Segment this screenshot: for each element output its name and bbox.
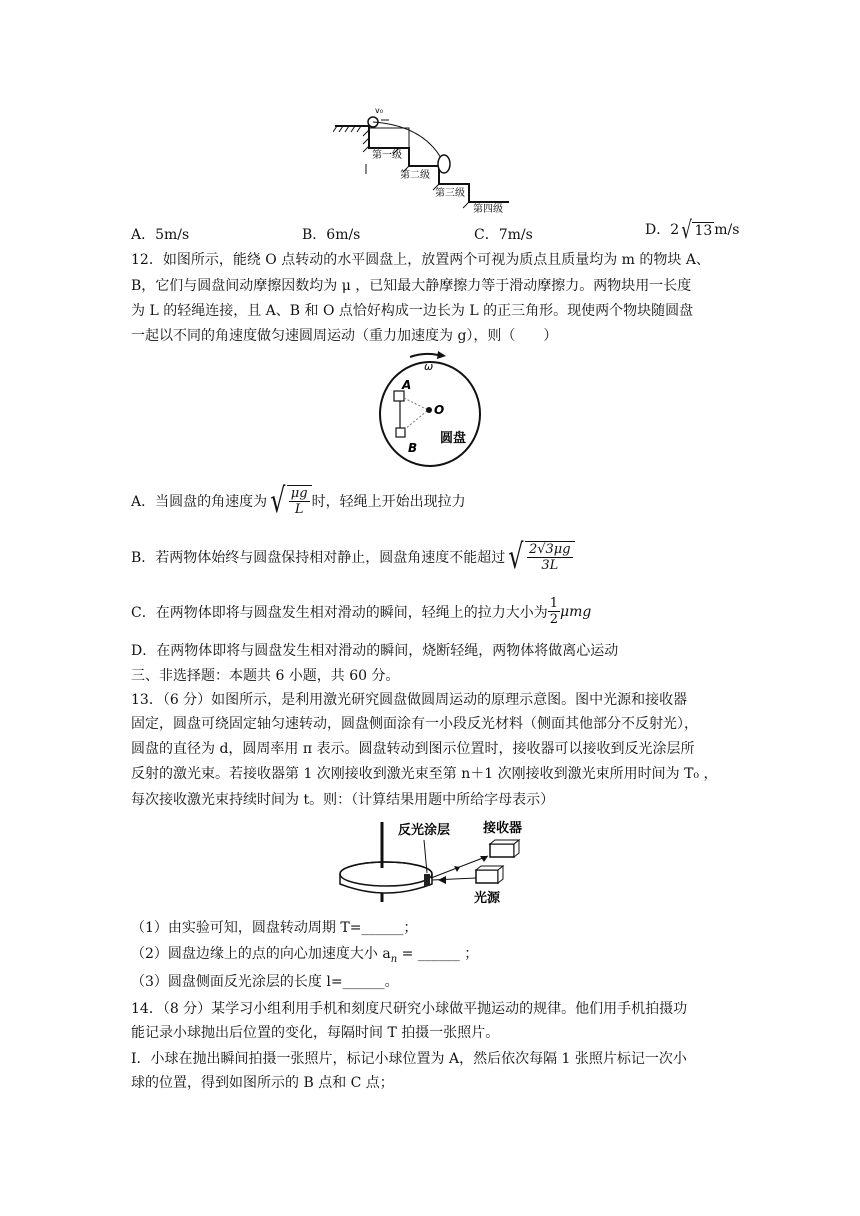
q11-option-b: B．6m/s [302,227,361,243]
stairs-step3-label: 第三级 [435,188,465,199]
q14-line-1: 14．（8 分）某学习小组利用手机和刻度尺研究小球做平抛运动的规律。他们用手机拍摄功 [131,1001,688,1017]
q12-b-num: 2√3μg [528,542,571,557]
q11-option-d [645,218,739,242]
q13-line-5: 每次接收激光束持续时间为 t。则：（计算结果用题中所给字母表示） [131,792,555,808]
q13-sub-2-sub: n [390,953,398,965]
section-3-heading: 三、非选择题：本题共 6 小题，共 60 分。 [131,668,400,684]
q12-a-post: 时，轻绳上开始出现拉力 [311,494,466,510]
q13-sub-2 [131,944,478,970]
q14-line-4: 球的位置，得到如图所示的 B 点和 C 点； [131,1075,394,1091]
q12-c-pre: C．在两物体即将与圆盘发生相对滑动的瞬间，轻绳上的拉力大小为 [131,604,548,621]
laser-receiver-label: 接收器 [483,821,523,836]
stairs-v0-label: v₀ [375,106,383,115]
q14-line-3: Ⅰ．小球在抛出瞬间拍摄一张照片，标记小球位置为 A，然后依次每隔 1 张照片标记一次小 [131,1051,687,1067]
q12-c-post: μmg [560,603,592,620]
q13-sub-3: （3）圆盘侧面反光涂层的长度 l=______。 [131,974,399,990]
laser-source-label: 光源 [474,891,501,906]
laser-disk-figure [328,818,538,906]
disk-figure [372,350,492,468]
q12-stem-3: 为 L 的轻绳连接，且 A、B 和 O 点恰好构成一边长为 L 的正三角形。现使两个物块随圆盘 [131,303,694,319]
q13-sub-2-pre: （2）圆盘边缘上的点的向心加速度大小 a [131,946,391,962]
q12-a-pre: A．当圆盘的角速度为 [131,494,268,510]
q12-a-num: μg [290,486,308,501]
q13-line-2: 固定，圆盘可绕固定轴匀速转动，圆盘侧面涂有一小段反光材料（侧面其他部分不反射光）， [131,716,698,732]
q12-b-den: 3L [541,558,559,573]
stairs-step1-label: 第一级 [372,150,402,161]
q12-option-b [131,537,575,577]
q12-option-c [131,596,591,627]
q11-d-radicand: 13 [694,222,713,239]
q13-line-1: 13．（6 分）如图所示，是利用激光研究圆盘做圆周运动的原理示意图。图中光源和接收器 [131,692,688,708]
q12-b-pre: B．若两物体始终与圆盘保持相对静止，圆盘角速度不能超过 [131,550,506,566]
disk-label-o: O [434,403,445,417]
q12-a-den: L [294,502,304,517]
q11-option-a: A．5m/s [131,227,190,243]
disk-label-disk: 圆盘 [440,431,467,446]
q13-line-3: 圆盘的直径为 d，圆周率用 π 表示。圆盘转动到图示位置时，接收器可以接收到反光涂层所 [131,741,695,757]
q13-sub-1: （1）由实验可知，圆盘转动周期 T=______； [131,920,418,936]
q12-a-sqrt: √ $\frac{\mu g}{L}$ [267,484,311,518]
q11-option-d-prefix: D．2 [645,222,680,238]
q12-c-den: 2 [549,612,558,627]
q11-option-d-unit: m/s [714,222,740,238]
q11-option-c: C．7m/s [474,227,533,243]
laser-coating-label: 反光涂层 [398,823,451,838]
q13-line-4: 反射的激光束。若接收器第 1 次刚接收到激光束至第 n＋1 次刚接收到激光束所用时间为 T₀ ， [131,766,718,782]
q12-stem-2: B，它们与圆盘间动摩擦因数均为 μ ，已知最大静摩擦力等于滑动摩擦力。两物块用一长度 [131,278,692,294]
disk-label-a: A [402,378,412,392]
q12-option-a [131,481,466,521]
q12-stem-4: 一起以不同的角速度做匀速圆周运动（重力加速度为 g），则（ ） [131,328,558,344]
q12-c-num: 1 [549,596,558,611]
q12-b-sqrt: √ $\frac{2√3\mu g}{3L}$ [505,540,574,574]
disk-label-b: B [408,441,418,455]
sqrt-13: √ 13 [681,216,713,244]
q12-option-d: D．在两物体即将与圆盘发生相对滑动的瞬间，烧断轻绳，两物体将做离心运动 [131,643,619,659]
q14-line-2: 能记录小球抛出后位置的变化，每隔时间 T 拍摄一张照片。 [131,1025,500,1041]
stairs-step4-label: 第四级 [473,204,503,215]
disk-omega-label: ω [424,360,434,373]
stairs-step2-label: 第二级 [400,170,430,181]
stairs-figure [333,104,523,216]
q12-stem-1: 12．如图所示，能绕 O 点转动的水平圆盘上，放置两个可视为质点且质量均为 m 的物块 A、 [131,252,710,268]
q13-sub-2-post: = ______ ； [397,946,479,962]
